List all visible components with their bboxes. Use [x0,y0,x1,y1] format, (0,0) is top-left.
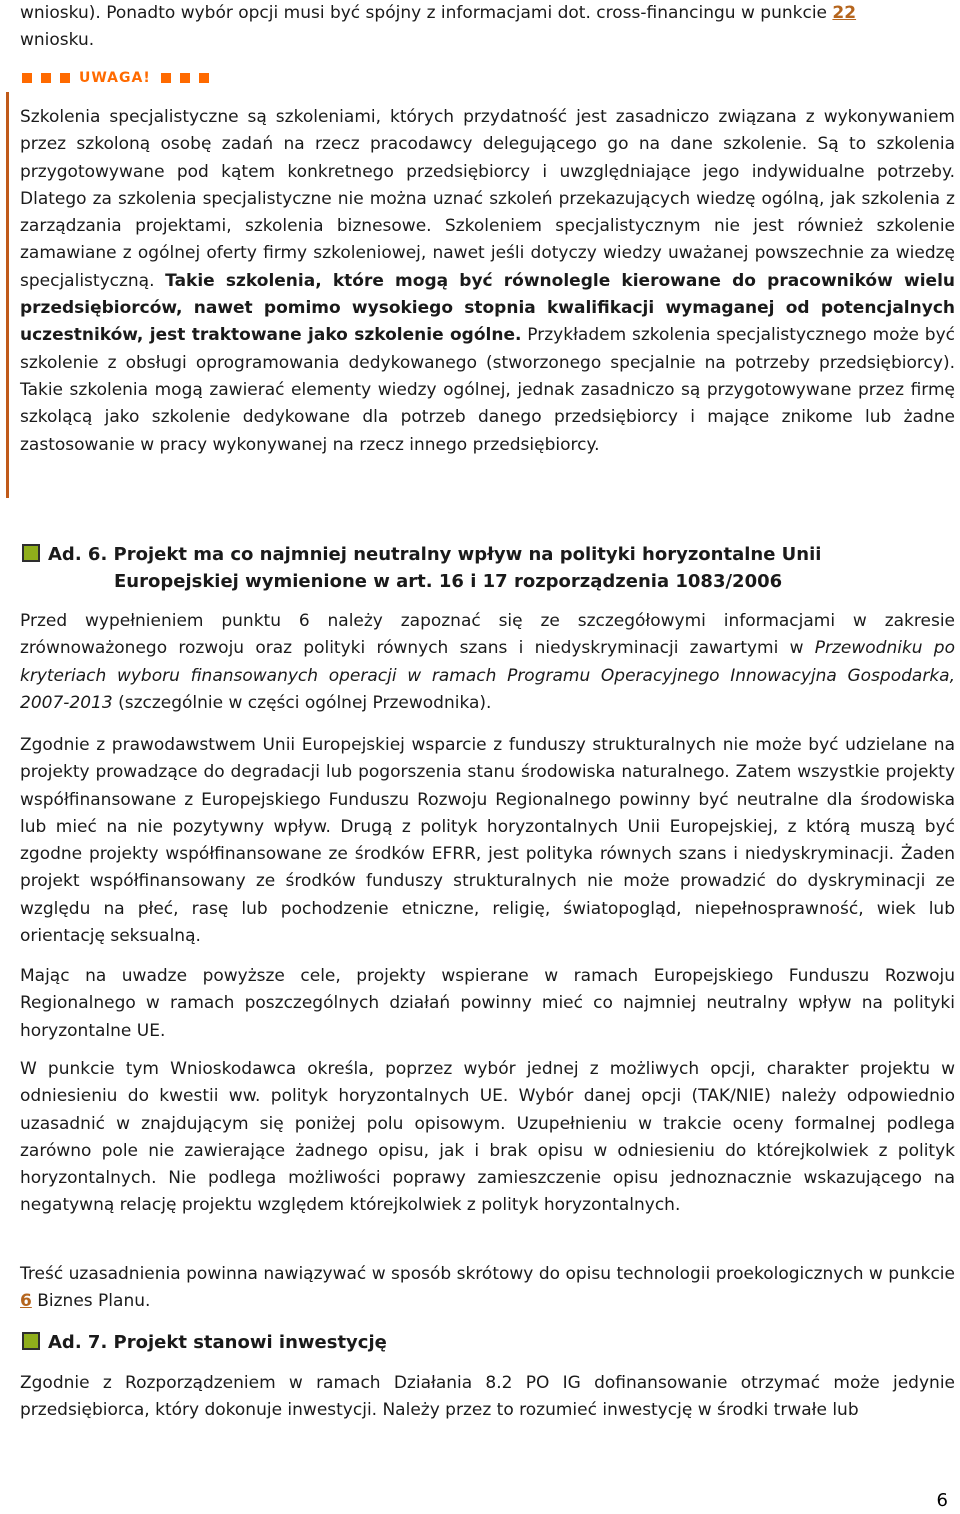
intro-text: wniosku). Ponadto wybór opcji musi być spójny z informacjami dot. cross-financingu w punkcie [20,3,833,23]
warning-square-icon [199,73,209,83]
section-6-heading-line2: Europejskiej wymienione w art. 16 i 17 rozporządzenia 1083/2006 [114,571,783,592]
section-6-paragraph-1 [20,608,955,717]
section-7-paragraph-1: Zgodnie z Rozporządzeniem w ramach Działania 8.2 PO IG dofinansowanie otrzymać może jedynie przedsiębiorca, który dokonuje inwestycji. Należy przez to rozumieć inwestycję w środki trwałe lub [20,1373,955,1421]
warning-square-icon [180,73,190,83]
section-6-heading [22,541,922,595]
section-6-paragraph-5 [20,1261,955,1316]
warning-side-bar [6,92,9,498]
section-6-paragraph-2: Zgodnie z prawodawstwem Unii Europejskiej wsparcie z funduszy strukturalnych nie może być udzielane na projekty prowadzące do degradacji lub pogorszenia stanu środowiska naturalnego. Zatem wszystkie projekty współfinansowane z Europejskiego Funduszu Rozwoju Regionalnego powinny być neutralne dla środowiska lub mieć na nie pozytywny wpływ. Drugą z polityk horyzontalnych Unii Europejskiej, z którą muszą być zgodne projekty współfinansowane ze środków EFRR, jest polityka równych szans i niedyskryminacji. Żaden projekt współfinansowany ze środków funduszy strukturalnych nie może prowadzić do dyskryminacji ze względu na płeć, rasę lub pochodzenie etniczne, religię, światopogląd, niepełnosprawność, wiek lub orientację seksualną. [20,735,955,947]
warning-square-icon [161,73,171,83]
warning-square-icon [22,73,32,83]
intro-paragraph [20,0,955,55]
reference-number: 22 [832,3,857,23]
paragraph-text: Przed wypełnieniem punktu 6 należy zapoznać się ze szczegółowymi informacjami w zakresie zrównoważonego rozwoju oraz polityki równych szans i niedyskryminacji zawartymi w [20,611,955,659]
paragraph-text: Biznes Planu. [31,1291,151,1312]
section-6-paragraph-4: W punkcie tym Wnioskodawca określa, poprzez wybór jednej z możliwych opcji, charakter projektu w odniesieniu do kwestii ww. polityk horyzontalnych UE. Wybór danej opcji (TAK/NIE) należy odpowiednio uzasadnić w znajdującym się poniżej polu opisowym. Uzupełnieniu w trakcie oceny formalnej podlega zarówno pole nie zawierające żadnego opisu, jak i brak opisu w odniesieniu do którejkolwiek z polityk horyzontalnych. Nie podlega możliwości poprawy zamieszczenie opisu jednoznacznie wskazującego na negatywną relację projektu względem którejkolwiek z polityk horyzontalnych. [20,1059,955,1216]
guide-title: Przewodniku po kryteriach wyboru finansowanych operacji w ramach Programu Operacyjnego Innowacyjna Gospodarka, 2007-2013 [20,638,956,713]
warning-label: UWAGA! [79,70,151,86]
warning-square-icon [41,73,51,83]
paragraph-text: (szczególnie w części ogólnej Przewodnika). [112,692,492,713]
green-square-icon [22,1332,40,1350]
section-6-heading-line1: Ad. 6. Projekt ma co najmniej neutralny wpływ na polityki horyzontalne Unii [48,544,822,565]
section-7-heading-text: Ad. 7. Projekt stanowi inwestycję [48,1332,387,1353]
intro-text-line2: wniosku. [20,30,95,51]
section-7-heading [22,1329,387,1356]
warning-paragraph [20,104,955,459]
warning-text-1: Szkolenia specjalistyczne są szkoleniami, których przydatność jest zasadniczo związana z wykonywaniem przez szkoloną osobę zadań na rzecz pracodawcy delegującego go na dane szkolenie. Są to szkolenia przygotowywane pod kątem konkretnego przedsiębiorcy i uwzględniające jego indywidualne potrzeby. Dlatego za szkolenia specjalistyczne nie można uznać szkoleń przekazujących wiedzę ogólną, jak szkolenia z zarządzania projektami, szkolenia biznesowe. Szkoleniem specjalistycznym nie jest również szkolenie zamawiane z ogólnej oferty firmy szkoleniowej, nawet jeśli dotyczy wiedzy uważanej powszechnie za wiedzę specjalistyczną. [20,107,955,291]
page-number: 6 [936,1490,948,1511]
green-square-icon [22,544,40,562]
reference-number: 6 [20,1291,32,1312]
section-6-paragraph-3: Mając na uwadze powyższe cele, projekty wspierane w ramach Europejskiego Funduszu Rozwoju Regionalnego w ramach poszczególnych działań powinny mieć co najmniej neutralny wpływ na polityki horyzontalne UE. [20,966,955,1041]
paragraph-text: Treść uzasadnienia powinna nawiązywać w sposób skrótowy do opisu technologii proekologicznych w punkcie [20,1264,955,1284]
warning-square-icon [60,73,70,83]
warning-bold-text: Takie szkolenia, które mogą być równolegle kierowane do pracowników wielu przedsiębiorców, nawet pomimo wysokiego stopnia kwalifikacji wymaganej od potencjalnych uczestników, jest traktowane jako szkolenie ogólne. [20,270,955,346]
warning-text-2: Przykładem szkolenia specjalistycznego może być szkolenie z obsługi oprogramowania dedykowanego (stworzonego specjalnie na potrzeby przedsiębiorcy). Takie szkolenia mogą zawierać elementy wiedzy ogólnej, jednak zasadniczo są przygotowywane przez firmę szkolącą jako szkolenie dedykowane dla potrzeb danego przedsiębiorcy i mające znikome lub żadne zastosowanie w pracy wykonywanej na rzecz innego przedsiębiorcy. [20,325,955,455]
warning-header [22,68,218,88]
